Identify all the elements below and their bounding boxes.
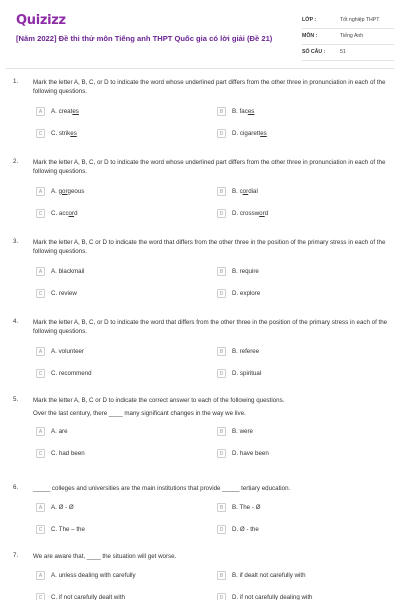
meta-label: SỐ CÂU : — [302, 49, 326, 55]
option-text: C. strikes — [51, 130, 77, 137]
page-header — [0, 0, 400, 66]
option-text: A. volunteer — [51, 348, 85, 355]
option-text: B. if dealt not carefully with — [232, 572, 306, 579]
underlined-part: or — [62, 188, 68, 195]
option-text: D. Ø - the — [232, 526, 259, 533]
option-text: B. cordial — [232, 188, 258, 195]
option-letter-box[interactable]: D — [217, 369, 226, 378]
document-title: [Năm 2022] Đề thi thử môn Tiếng anh THPT Quốc gia có lời giải (Đề 21) — [16, 34, 273, 43]
option-letter-box[interactable]: C — [36, 369, 45, 378]
option-letter-box[interactable]: C — [36, 525, 45, 534]
option-letter-box[interactable]: D — [217, 525, 226, 534]
meta-row-question-count — [302, 48, 394, 61]
option-text: D. explore — [232, 290, 261, 297]
option-letter-box[interactable]: C — [36, 129, 45, 138]
option-letter-box[interactable]: C — [36, 593, 45, 600]
option-letter-box[interactable]: D — [217, 209, 226, 218]
meta-value: 51 — [340, 49, 346, 55]
option-letter-box[interactable]: B — [217, 267, 226, 276]
option-letter-box[interactable]: D — [217, 593, 226, 600]
question-number: 6. — [13, 484, 19, 491]
option-letter-box[interactable]: B — [217, 571, 226, 580]
option-text: B. were — [232, 428, 253, 435]
question-text: Mark the letter A, B, C or D to indicate the correct answer to each of the following questions. — [33, 397, 285, 404]
option-text: B. faces — [232, 108, 255, 115]
question-text: Mark the letter A, B, C, or D to indicate the word that differs from the other three in the position of the primary stress in each of the following questions. — [33, 319, 388, 336]
option-letter-box[interactable]: B — [217, 347, 226, 356]
underlined-part: or — [242, 188, 249, 195]
option-letter-box[interactable]: A — [36, 347, 45, 356]
question-number: 1. — [13, 78, 19, 85]
option-letter-box[interactable]: C — [36, 209, 45, 218]
option-text: D. cigarettes — [232, 130, 267, 137]
option-letter-box[interactable]: B — [217, 107, 226, 116]
option-text: A. Ø - Ø — [51, 504, 74, 511]
underlined-part: or — [68, 210, 75, 217]
option-letter-box[interactable]: C — [36, 449, 45, 458]
option-letter-box[interactable]: D — [217, 289, 226, 298]
option-text: A. blackmail — [51, 268, 85, 275]
option-text: C. recommend — [51, 370, 92, 377]
question-number: 5. — [13, 396, 19, 403]
option-letter-box[interactable]: A — [36, 503, 45, 512]
underlined-part: es — [247, 108, 255, 115]
question-text: Mark the letter A, B, C or D to indicate the word that differs from the other three in the position of the primary stress in each of the following questions. — [33, 239, 386, 256]
option-letter-box[interactable]: A — [36, 427, 45, 436]
option-letter-box[interactable]: A — [36, 107, 45, 116]
option-text: A. unless dealing with carefully — [51, 572, 136, 579]
option-text: B. The - Ø — [232, 504, 261, 511]
option-letter-box[interactable]: A — [36, 571, 45, 580]
option-text: B. referee — [232, 348, 260, 355]
option-text: C. accord — [51, 210, 78, 217]
option-letter-box[interactable]: B — [217, 187, 226, 196]
question-text: _____ colleges and universities are the main institutions that provide _____ tertiary education. — [33, 485, 291, 492]
option-letter-box[interactable]: B — [217, 503, 226, 512]
meta-label: MÔN : — [302, 33, 318, 39]
option-letter-box[interactable]: C — [36, 289, 45, 298]
option-text: A. are — [51, 428, 68, 435]
option-text: D. if not carefully dealing with — [232, 594, 313, 600]
option-letter-box[interactable]: B — [217, 427, 226, 436]
question-text: Mark the letter A, B, C, or D to indicate the word whose underlined part differs from the other three in pronunciation in each of the following questions. — [33, 79, 386, 96]
option-text: A. creates — [51, 108, 79, 115]
option-letter-box[interactable]: A — [36, 187, 45, 196]
question-number: 3. — [13, 238, 19, 245]
question-text: Mark the letter A, B, C, or D to indicate the word whose underlined part differs from the other three in pronunciation in each of the following questions. — [33, 159, 386, 176]
option-text: C. if not carefully dealt with — [51, 594, 125, 600]
meta-value: Tiếng Anh — [340, 33, 364, 39]
meta-label: LỚP : — [302, 17, 317, 23]
question-number: 2. — [13, 158, 19, 165]
question-number: 7. — [13, 552, 19, 559]
option-text: B. require — [232, 268, 259, 275]
quizizz-logo[interactable]: Quizizz — [16, 13, 66, 28]
option-text: D. spiritual — [232, 370, 262, 377]
question-text: We are aware that, ____ the situation will get worse. — [33, 553, 177, 560]
option-letter-box[interactable]: A — [36, 267, 45, 276]
document-meta — [302, 16, 394, 64]
option-letter-box[interactable]: D — [217, 449, 226, 458]
option-text: D. have been — [232, 450, 269, 457]
meta-row-class — [302, 16, 394, 29]
meta-value: Tốt nghiệp THPT — [340, 17, 380, 23]
option-text: C. had been — [51, 450, 85, 457]
meta-row-subject — [302, 32, 394, 45]
underlined-part: es — [70, 130, 77, 137]
header-divider — [6, 68, 394, 69]
option-text: A. gorgeous — [51, 188, 85, 195]
option-text: C. The – the — [51, 526, 85, 533]
underlined-part: es — [260, 130, 267, 137]
option-letter-box[interactable]: D — [217, 129, 226, 138]
question-prompt: Over the last century, there ____ many significant changes in the way we live. — [33, 410, 246, 417]
option-text: C. review — [51, 290, 77, 297]
underlined-part: es — [72, 108, 79, 115]
question-number: 4. — [13, 318, 19, 325]
option-text: D. crossword — [232, 210, 269, 217]
underlined-part: or — [259, 210, 265, 217]
